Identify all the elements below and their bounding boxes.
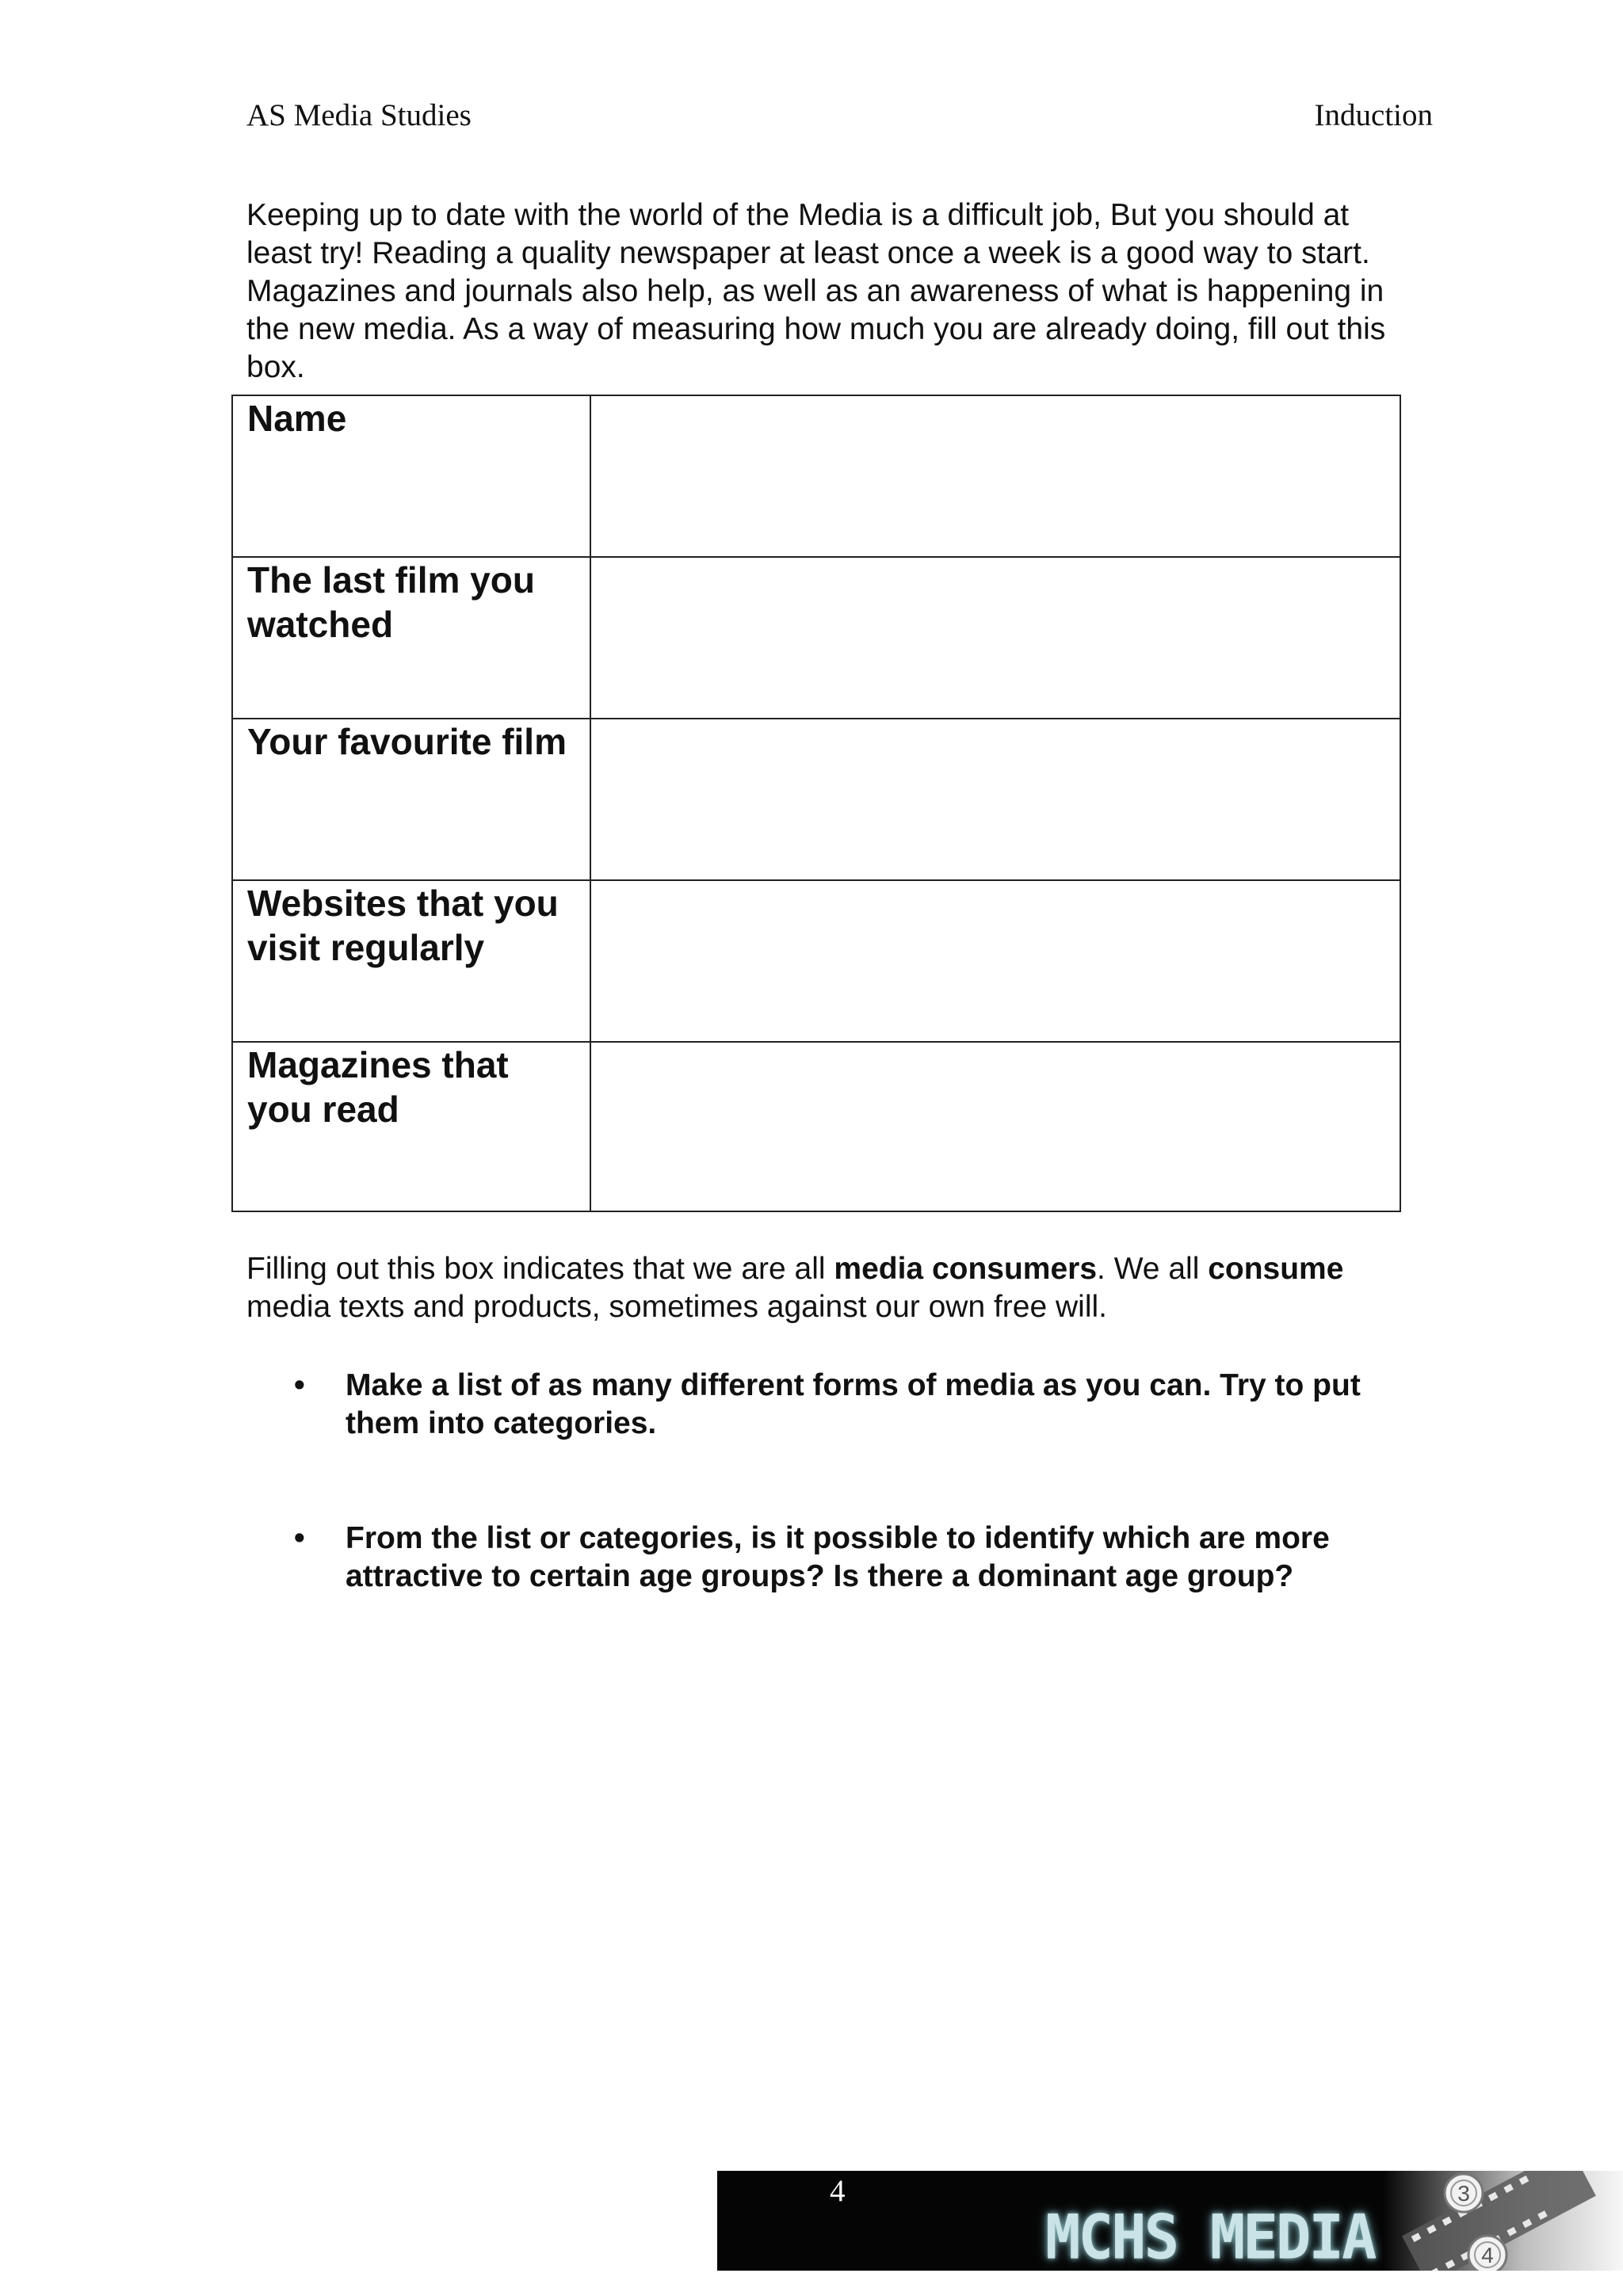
row-label-cell [232,1042,590,1211]
summary-text: Filling out this box indicates that we are all [246,1252,834,1286]
header-section-title: Induction [1314,98,1433,132]
summary-emphasis: media consumers [834,1252,1098,1286]
bullet-icon: • [294,1368,305,1402]
table-row [232,557,1400,719]
bullet-icon: • [294,1521,305,1555]
table-row [232,719,1400,880]
header-course-title: AS Media Studies [246,98,472,132]
table-row [232,1042,1400,1211]
summary-emphasis: consume [1208,1252,1344,1286]
answer-cell-websites[interactable] [590,880,1400,1042]
summary-text: media texts and products, sometimes against our own free will. [246,1290,1108,1324]
intro-paragraph: Keeping up to date with the world of the Media is a difficult job, But you should at least try! Reading a quality newspaper at least once a week is a good way to start. Magazines and journals also help, as well as an awareness of what is happening in the new media. As a way of measuring how much you are already doing, fill out this box. [246,198,1386,384]
answer-cell-favourite-film[interactable] [590,719,1400,880]
table-row [232,880,1400,1042]
table-row [232,395,1400,557]
film-reel-icon [1383,2171,1623,2271]
reel-number: 3 [1457,2181,1470,2206]
task-item [246,1367,1380,1446]
task-item [246,1520,1380,1638]
row-label: Magazines that you read [247,1044,509,1130]
row-label-cell [232,719,590,880]
task-text: From the list or categories, is it possible to identify which are more attractive to certain age groups? Is there a dominant age group? [346,1521,1330,1593]
reel-number: 4 [1481,2243,1494,2267]
row-label: The last film you watched [247,559,535,645]
task-text: Make a list of as many different forms of media as you can. Try to put them into categories. [346,1368,1361,1440]
media-survey-table [231,395,1401,1212]
row-label-cell [232,557,590,719]
footer-banner [717,2171,1623,2271]
row-label: Name [247,398,347,439]
row-label: Your favourite film [247,721,567,762]
answer-cell-last-film[interactable] [590,557,1400,719]
row-label-cell [232,880,590,1042]
row-label: Websites that you visit regularly [247,883,559,968]
summary-text: . We all [1097,1252,1209,1286]
page-number: 4 [830,2174,846,2208]
answer-cell-name[interactable] [590,395,1400,557]
answer-cell-magazines[interactable] [590,1042,1400,1211]
summary-paragraph [246,1250,1411,1326]
mchs-media-logo: MCHS MEDIA [1045,2201,1375,2271]
row-label-cell [232,395,590,557]
